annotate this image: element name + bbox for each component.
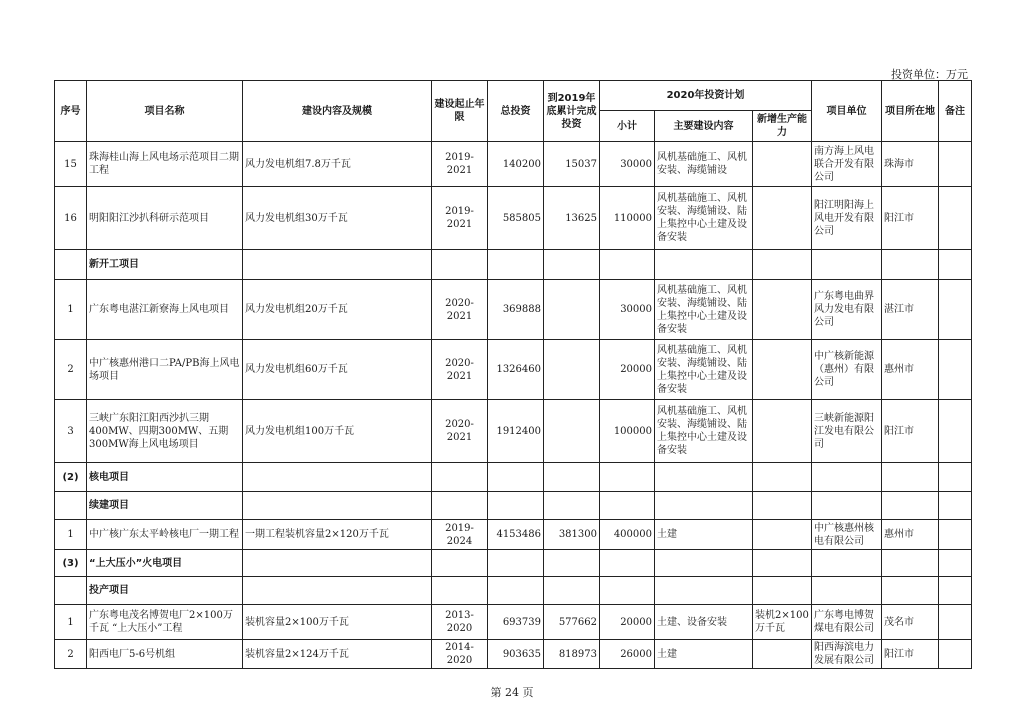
table-row — [55, 340, 972, 400]
cell-period: 2019-2024 — [432, 520, 488, 550]
table-row — [55, 400, 972, 463]
header-total: 总投资 — [488, 81, 544, 142]
cell-cum: 381300 — [544, 520, 600, 550]
cell-total: 140200 — [488, 142, 544, 187]
header-unit: 项目单位 — [812, 81, 882, 142]
cell-period: 2019-2021 — [432, 187, 488, 250]
cell-subtotal: 20000 — [600, 605, 655, 640]
header-seq: 序号 — [55, 81, 87, 142]
cell-seq: 16 — [55, 187, 87, 250]
cell-location: 阳江市 — [882, 640, 939, 669]
cell-location: 阳江市 — [882, 187, 939, 250]
cell-unit: 阳西海滨电力发展有限公司 — [812, 640, 882, 669]
header-cum2019: 到2019年底累计完成投资 — [544, 81, 600, 142]
cell-location: 湛江市 — [882, 280, 939, 340]
cell-total: 903635 — [488, 640, 544, 669]
table-row — [55, 187, 972, 250]
cell-cum — [544, 400, 600, 463]
cell-unit: 三峡新能源阳江发电有限公司 — [812, 400, 882, 463]
cell-total: 1912400 — [488, 400, 544, 463]
cell-main: 风机基础施工、风机安装、海缆铺设、陆上集控中心土建及设备安装 — [655, 280, 753, 340]
cell-seq: 2 — [55, 640, 87, 669]
header-new-capacity: 新增生产能力 — [753, 111, 812, 142]
cell-location: 惠州市 — [882, 340, 939, 400]
cell-total: 1326460 — [488, 340, 544, 400]
cell-remark — [939, 640, 972, 669]
cell-location: 惠州市 — [882, 520, 939, 550]
cell-seq: 15 — [55, 142, 87, 187]
table-row — [55, 280, 972, 340]
investment-table — [54, 80, 972, 669]
header-main-content: 主要建设内容 — [655, 111, 753, 142]
cell-main: 风机基础施工、风机安装、海缆铺设、陆上集控中心土建及设备安装 — [655, 187, 753, 250]
cell-remark — [939, 520, 972, 550]
header-location: 项目所在地 — [882, 81, 939, 142]
section-title: 新开工项目 — [87, 250, 243, 280]
header-subtotal: 小计 — [600, 111, 655, 142]
header-content: 建设内容及规模 — [243, 81, 432, 142]
cell-subtotal: 100000 — [600, 400, 655, 463]
cell-name: 中广核广东太平岭核电厂一期工程 — [87, 520, 243, 550]
section-seq: (3) — [55, 550, 87, 577]
cell-capacity: 装机2×100万千瓦 — [753, 605, 812, 640]
section-title: 投产项目 — [87, 577, 243, 605]
cell-name: 三峡广东阳江阳西沙扒三期400MW、四期300MW、五期300MW海上风电场项目 — [87, 400, 243, 463]
cell-main: 土建 — [655, 640, 753, 669]
table-row — [55, 142, 972, 187]
cell-cum: 15037 — [544, 142, 600, 187]
page-number: 第 24 页 — [490, 686, 534, 699]
header-name: 项目名称 — [87, 81, 243, 142]
section-title: 核电项目 — [87, 463, 243, 492]
cell-seq: 2 — [55, 340, 87, 400]
section-seq: (2) — [55, 463, 87, 492]
cell-seq: 1 — [55, 520, 87, 550]
cell-cum: 577662 — [544, 605, 600, 640]
cell-main: 土建 — [655, 520, 753, 550]
cell-total: 369888 — [488, 280, 544, 340]
cell-remark — [939, 605, 972, 640]
section-row — [55, 250, 972, 280]
cell-capacity — [753, 142, 812, 187]
cell-main: 风机基础施工、风机安装、海缆铺设、陆上集控中心土建及设备安装 — [655, 400, 753, 463]
cell-seq: 3 — [55, 400, 87, 463]
section-row — [55, 550, 972, 577]
cell-unit: 广东粤电曲界风力发电有限公司 — [812, 280, 882, 340]
cell-name: 中广核惠州港口二PA/PB海上风电场项目 — [87, 340, 243, 400]
cell-location: 茂名市 — [882, 605, 939, 640]
cell-capacity — [753, 520, 812, 550]
cell-main: 风机基础施工、风机安装、海缆铺设、陆上集控中心土建及设备安装 — [655, 340, 753, 400]
cell-content: 风力发电机组100万千瓦 — [243, 400, 432, 463]
cell-cum — [544, 280, 600, 340]
cell-capacity — [753, 640, 812, 669]
cell-content: 风力发电机组60万千瓦 — [243, 340, 432, 400]
cell-capacity — [753, 280, 812, 340]
cell-remark — [939, 400, 972, 463]
cell-capacity — [753, 187, 812, 250]
header-remark: 备注 — [939, 81, 972, 142]
cell-period: 2020-2021 — [432, 280, 488, 340]
cell-total: 693739 — [488, 605, 544, 640]
cell-unit: 中广核新能源（惠州）有限公司 — [812, 340, 882, 400]
cell-period: 2019-2021 — [432, 142, 488, 187]
cell-unit: 中广核惠州核电有限公司 — [812, 520, 882, 550]
cell-main: 风机基础施工、风机安装、海缆铺设 — [655, 142, 753, 187]
cell-unit: 广东粤电博贺煤电有限公司 — [812, 605, 882, 640]
section-title: “上大压小”火电项目 — [87, 550, 243, 577]
cell-period: 2014-2020 — [432, 640, 488, 669]
cell-subtotal: 400000 — [600, 520, 655, 550]
section-row — [55, 463, 972, 492]
table-row — [55, 605, 972, 640]
cell-name: 珠海桂山海上风电场示范项目二期工程 — [87, 142, 243, 187]
cell-period: 2013-2020 — [432, 605, 488, 640]
cell-subtotal: 20000 — [600, 340, 655, 400]
cell-content: 风力发电机组30万千瓦 — [243, 187, 432, 250]
cell-unit: 南方海上风电联合开发有限公司 — [812, 142, 882, 187]
unit-note: 投资单位：万元 — [891, 68, 968, 81]
cell-remark — [939, 340, 972, 400]
cell-name: 广东粤电湛江新寮海上风电项目 — [87, 280, 243, 340]
cell-remark — [939, 187, 972, 250]
cell-remark — [939, 142, 972, 187]
cell-subtotal: 30000 — [600, 142, 655, 187]
cell-cum: 818973 — [544, 640, 600, 669]
cell-subtotal: 110000 — [600, 187, 655, 250]
table-row — [55, 640, 972, 669]
cell-cum — [544, 340, 600, 400]
table-row — [55, 520, 972, 550]
header-plan2020: 2020年投资计划 — [600, 81, 812, 111]
section-row — [55, 492, 972, 520]
cell-main: 土建、设备安装 — [655, 605, 753, 640]
cell-period: 2020-2021 — [432, 340, 488, 400]
cell-subtotal: 30000 — [600, 280, 655, 340]
cell-subtotal: 26000 — [600, 640, 655, 669]
cell-cum: 13625 — [544, 187, 600, 250]
cell-content: 装机容量2×124万千瓦 — [243, 640, 432, 669]
cell-total: 585805 — [488, 187, 544, 250]
cell-content: 风力发电机组20万千瓦 — [243, 280, 432, 340]
cell-name: 广东粤电茂名博贺电厂2×100万千瓦 “上大压小”工程 — [87, 605, 243, 640]
cell-total: 4153486 — [488, 520, 544, 550]
section-title: 续建项目 — [87, 492, 243, 520]
header-period: 建设起止年限 — [432, 81, 488, 142]
cell-capacity — [753, 340, 812, 400]
cell-remark — [939, 280, 972, 340]
cell-name: 阳西电厂5-6号机组 — [87, 640, 243, 669]
cell-content: 风力发电机组7.8万千瓦 — [243, 142, 432, 187]
cell-period: 2020-2021 — [432, 400, 488, 463]
cell-location: 珠海市 — [882, 142, 939, 187]
cell-content: 装机容量2×100万千瓦 — [243, 605, 432, 640]
cell-name: 明阳阳江沙扒科研示范项目 — [87, 187, 243, 250]
cell-seq: 1 — [55, 605, 87, 640]
cell-capacity — [753, 400, 812, 463]
cell-seq: 1 — [55, 280, 87, 340]
cell-unit: 阳江明阳海上风电开发有限公司 — [812, 187, 882, 250]
section-row — [55, 577, 972, 605]
cell-content: 一期工程装机容量2×120万千瓦 — [243, 520, 432, 550]
cell-location: 阳江市 — [882, 400, 939, 463]
